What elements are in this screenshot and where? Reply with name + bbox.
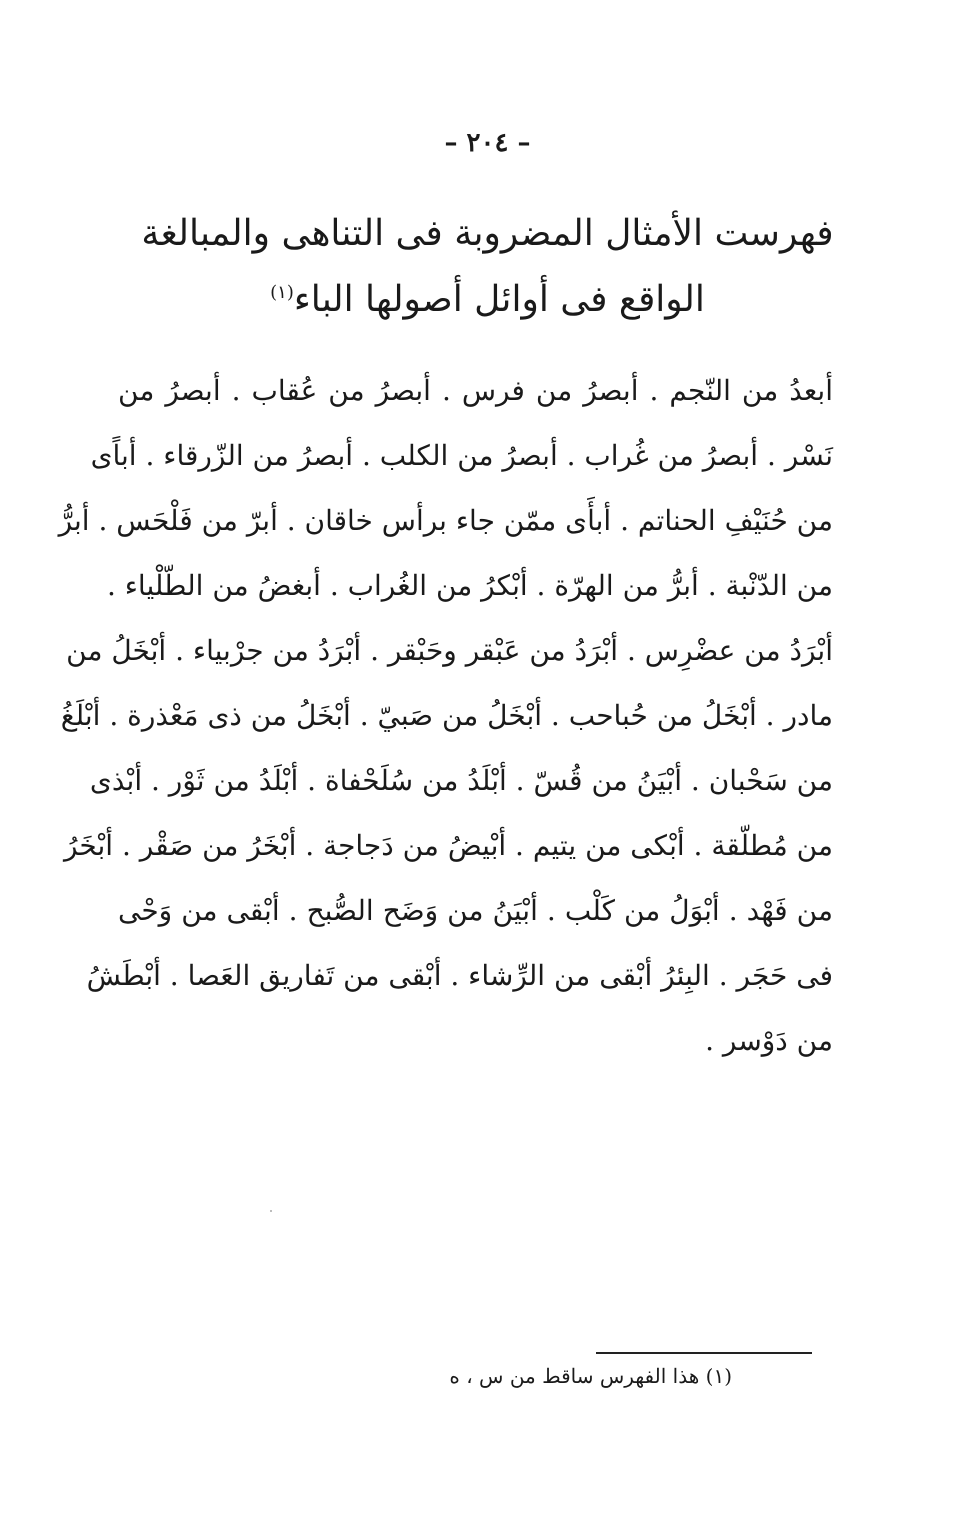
paragraph-line: نَسْر . أبصرُ من غُراب . أبصرُ من الكلب . أبصرُ من الزّرقاء . أباًى [90, 439, 833, 472]
paragraph-line: من فَهْد . أبْوَلُ من كَلْب . أبْيَنُ من وَضَح الصُّبح . أبْقى من وَحْى [118, 894, 833, 927]
paragraph-line: أبعدُ من النّجم . أبصرُ من فرس . أبصرُ من عُقاب . أبصرُ من [118, 374, 833, 407]
paragraph-line: فى حَجَر . البِئرُ أبْقى من الرِّشاء . أبْقى من تَفاريق العَصا . أبْطَشُ [86, 959, 833, 992]
footnote-divider [596, 1352, 812, 1354]
footnote-marker: (١) [270, 282, 294, 303]
paragraph-line: مادر . أبْخَلُ من حُباحب . أبْخَلُ من صَبيّ . أبْخَلُ من ذى مَعْذرة . أبْلَغُ [60, 699, 833, 732]
index-subtitle [0, 278, 975, 321]
paragraph-line: من مُطلّقة . أبْكى من يتيم . أبْيضُ من دَجاجة . أبْخَرُ من صَقْر . أبْخَرُ [63, 829, 833, 862]
page-number: – ٢٠٤ – [444, 128, 531, 158]
paragraph-line: من دَوْسر . [705, 1024, 833, 1057]
footnote: (١) هذا الفهرس ساقط من س ، ه [449, 1364, 732, 1388]
index-subtitle-text: الواقع فى أوائل أصولها الباء [293, 279, 705, 320]
index-title: فهرست الأمثال المضروبة فى التناهى والمبالغة [141, 213, 834, 254]
scan-speck [270, 1210, 272, 1212]
paragraph-line: أبْرَدُ من عضْرِس . أبْرَدُ من عَبْقر وحَبْقر . أبْرَدُ من جرْبياء . أبْخَلُ من [66, 634, 833, 667]
paragraph-line: من حُنَيْفِ الحناتم . أبأَى ممّن جاء برأس خاقان . أبرّ من فَلْحَس . أبرُّ [58, 504, 833, 537]
proverbs-paragraph [58, 358, 833, 1073]
paragraph-line: من الدّنْبة . أبرُّ من الهرّة . أبْكرُ من الغُراب . أبغضُ من الطّلْياء . [106, 569, 833, 602]
paragraph-line: من سَحْبان . أبْيَنُ من قُسّ . أبْلَدُ من سُلَحْفاة . أبْلَدُ من ثَوْر . أبْذى [89, 764, 833, 797]
